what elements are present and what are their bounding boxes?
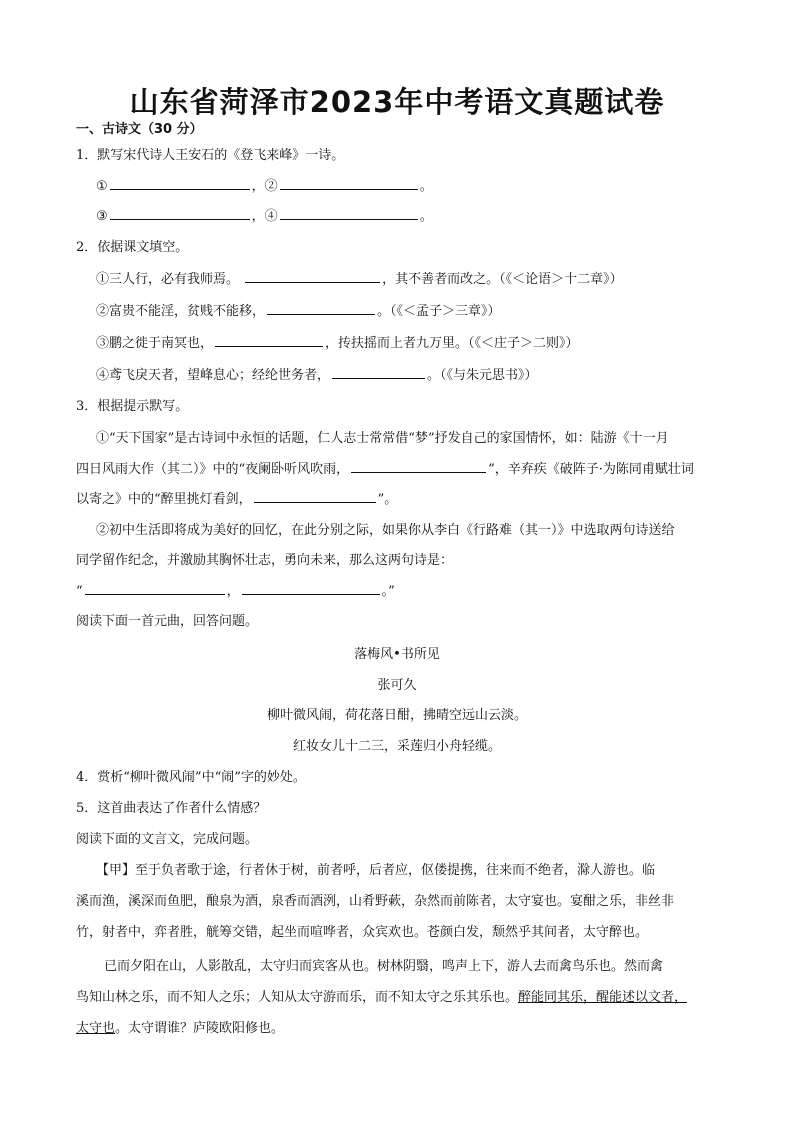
punct: ，	[251, 209, 265, 224]
answer-blank[interactable]	[280, 176, 418, 190]
item-text: ”。	[377, 492, 398, 507]
item-text: 。（《＜孟子＞三章》）	[377, 304, 501, 319]
answer-blank[interactable]	[267, 301, 375, 315]
marker: ④	[264, 209, 278, 224]
marker: ②	[264, 179, 278, 194]
answer-blank[interactable]	[110, 176, 250, 190]
page-title: 山东省菏泽市2023年中考语文真题试卷	[129, 85, 665, 119]
q3-p1-line3	[76, 489, 754, 510]
item-text: ①三人行，必有我师焉。	[96, 272, 240, 287]
item-text: 四日风雨大作（其二）》中的“夜阑卧听风吹雨，	[76, 462, 350, 477]
punct: ，	[251, 179, 265, 194]
punct: 。”	[381, 584, 395, 599]
q3-p2-line1: ②初中生活即将成为美好的回忆，在此分别之际，如果你从李白《行路难（其一）》中选取两句诗送给	[96, 523, 675, 538]
marker: ①	[96, 179, 108, 194]
q3-p2-line2: 同学留作纪念，并激励其胸怀壮志，勇向未来，那么这两句诗是：	[76, 553, 454, 568]
passage-text: 鸟知山林之乐，而不知人之乐；人知从太守游而乐，而不知太守之乐其乐也。	[76, 990, 519, 1005]
punct: ，	[226, 584, 240, 599]
answer-blank[interactable]	[242, 581, 380, 595]
poem-line: 红妆女儿十二三，采莲归小舟轻缆。	[292, 739, 501, 754]
item-text: ②富贵不能淫，贫贱不能移，	[96, 304, 266, 319]
item-text: ”，辛弃疾《破阵子·为陈同甫赋壮词	[488, 462, 694, 477]
passage-a-line3: 竹，射者中，弈者胜，觥筹交错，起坐而喧哗者，众宾欢也。苍颜白发，颓然乎其间者，太守醉也。	[76, 925, 649, 940]
source-text: （《＜论语＞十二章》）	[499, 272, 623, 287]
item-text: ，抟扶摇而上者九万里。（《＜庄子＞二则》）	[325, 336, 579, 351]
answer-blank[interactable]	[332, 365, 425, 379]
section-heading: 一、古诗文（30 分）	[76, 122, 203, 137]
q3-p1-line1: ①“天下国家”是古诗词中永恒的话题，仁人志士常常借“梦”抒发自己的家国情怀，如：陆游《十一月	[96, 431, 669, 446]
q5-stem: 5．这首曲表达了作者什么情感？	[76, 801, 267, 816]
punct: 。	[419, 209, 433, 224]
answer-blank[interactable]	[245, 269, 380, 283]
item-text: ③鹏之徙于南冥也，	[96, 336, 214, 351]
q1-row1	[96, 176, 754, 197]
q3-stem: 3．根据提示默写。	[76, 399, 189, 414]
passage-text: 。太守谓谁？庐陵欧阳修也。	[115, 1021, 285, 1036]
answer-blank[interactable]	[215, 333, 323, 347]
underlined-text: 醉能同其乐，醒能述以文者，	[518, 990, 688, 1005]
item-text: ④鸢飞戾天者，望峰息心；经纶世务者，	[96, 368, 331, 383]
q2-stem: 2．依据课文填空。	[76, 240, 189, 255]
answer-blank[interactable]	[110, 206, 250, 220]
passage-b-line1: 已而夕阳在山，人影散乱，太守归而宾客从也。树林阴翳，鸣声上下，游人去而禽鸟乐也。然而禽	[104, 959, 664, 974]
q3-p2-line3	[76, 581, 754, 602]
q3-p1-line2	[76, 459, 754, 480]
passage-a-line1: 【甲】至于负者歌于途，行者休于树，前者呼，后者应，伛偻提携，往来而不绝者，滁人游也。临	[96, 863, 656, 878]
answer-blank[interactable]	[254, 489, 376, 503]
marker: ③	[96, 209, 108, 224]
q1-row2	[96, 206, 754, 227]
q2-item3	[96, 333, 754, 354]
q1-stem: 1．默写宋代诗人王安石的《登飞来峰》一诗。	[76, 148, 345, 163]
passage-a-line2: 溪而渔，溪深而鱼肥，酿泉为酒，泉香而酒洌，山肴野蔌，杂然而前陈者，太守宴也。宴酣之乐，非丝非	[76, 894, 675, 909]
poem-author: 张可久	[377, 678, 417, 693]
q4-stem: 4．赏析“柳叶微风闹”中“闹”字的妙处。	[76, 770, 306, 785]
reading1-intro: 阅读下面一首元曲，回答问题。	[76, 614, 259, 629]
item-text: 。（《与朱元思书》）	[427, 368, 538, 383]
poem-line: 柳叶微风闹，荷花落日酣，拂晴空远山云淡。	[266, 708, 527, 723]
answer-blank[interactable]	[351, 459, 486, 473]
passage-b-line2	[76, 988, 754, 1008]
underlined-text: 太守也	[76, 1021, 116, 1036]
poem-title: 落梅风•书所见	[354, 647, 440, 662]
q2-item4	[96, 365, 754, 386]
item-text: ，其不善者而改之。	[382, 272, 500, 287]
item-text: 以寄之》中的“醉里挑灯看剑，	[76, 492, 252, 507]
answer-blank[interactable]	[85, 581, 225, 595]
q2-item2	[96, 301, 754, 322]
punct: “	[76, 584, 83, 599]
answer-blank[interactable]	[280, 206, 418, 220]
passage-b-line3	[76, 1019, 754, 1039]
reading2-intro: 阅读下面的文言文，完成问题。	[76, 832, 259, 847]
q2-item1	[96, 269, 754, 290]
punct: 。	[419, 179, 433, 194]
